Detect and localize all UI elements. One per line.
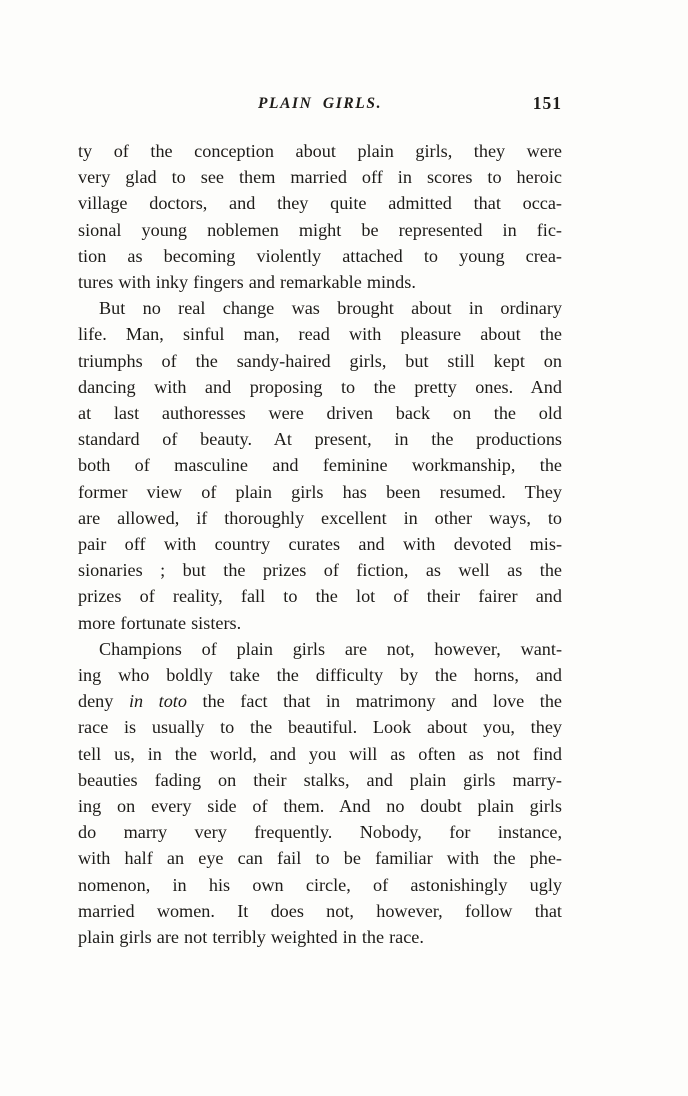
text-run: married women. It does not, however, follow that <box>78 900 562 921</box>
text-run: deny <box>78 691 129 712</box>
text-line <box>78 452 562 478</box>
text-line <box>78 610 562 636</box>
text-run: triumphs of the sandy-haired girls, but still kept on <box>78 350 562 371</box>
paragraph <box>78 295 562 636</box>
text-line <box>78 583 562 609</box>
text-run: with half an eye can fail to be familiar with the phe- <box>78 848 562 869</box>
text-run: dancing with and proposing to the pretty ones. And <box>78 376 562 397</box>
text-run: pair off with country curates and with devoted mis- <box>78 534 562 555</box>
paragraph <box>78 138 562 295</box>
text-line <box>78 845 562 871</box>
text-run: prizes of reality, fall to the lot of their fairer and <box>78 586 562 607</box>
text-run: life. Man, sinful man, read with pleasure about the <box>78 324 562 345</box>
text-run: very glad to see them married off in scores to heroic <box>78 167 562 188</box>
text-line <box>78 164 562 190</box>
text-run: ing on every side of them. And no doubt plain girls <box>78 796 562 817</box>
text-line <box>78 924 562 950</box>
text-run: nomenon, in his own circle, of astonishingly ugly <box>78 874 562 895</box>
text-line <box>78 426 562 452</box>
text-line <box>78 321 562 347</box>
text-run: sionaries ; but the prizes of fiction, as well as the <box>78 560 562 581</box>
text-run: ty of the conception about plain girls, they were <box>78 141 562 161</box>
text-line <box>78 741 562 767</box>
text-run: tion as becoming violently attached to young crea- <box>78 245 562 266</box>
text-line <box>78 636 562 662</box>
text-run: race is usually to the beautiful. Look about you, they <box>78 717 562 738</box>
text-line <box>78 531 562 557</box>
text-line <box>78 295 562 321</box>
text-run: plain girls are not terribly weighted in the race. <box>78 927 424 948</box>
running-header-title: PLAIN GIRLS. <box>257 95 383 112</box>
text-run: are allowed, if thoroughly excellent in other ways, to <box>78 507 562 528</box>
text-run: Champions of plain girls are not, however, want- <box>99 638 562 659</box>
text-line <box>78 819 562 845</box>
text-run: standard of beauty. At present, in the productions <box>78 429 562 450</box>
text-line <box>78 557 562 583</box>
text-line <box>78 479 562 505</box>
text-run: the fact that in matrimony and love the <box>186 691 562 712</box>
text-line <box>78 662 562 688</box>
text-line <box>78 138 562 164</box>
running-header <box>78 95 562 117</box>
page-number: 151 <box>532 93 562 113</box>
text-run: But no real change was brought about in ordinary <box>99 298 562 319</box>
text-line <box>78 688 562 714</box>
text-run: sional young noblemen might be represented in fic- <box>78 219 562 240</box>
text-run: at last authoresses were driven back on the old <box>78 403 562 424</box>
text-line <box>78 767 562 793</box>
text-run: ing who boldly take the difficulty by the horns, and <box>78 665 562 686</box>
text-run: tell us, in the world, and you will as often as not find <box>78 743 562 764</box>
text-run: village doctors, and they quite admitted that occa- <box>78 193 562 214</box>
text-line <box>78 190 562 216</box>
italic-text-run: in toto <box>128 691 187 712</box>
text-run: do marry very frequently. Nobody, for instance, <box>78 822 562 843</box>
text-run: both of masculine and feminine workmanship, the <box>78 455 562 476</box>
text-line <box>78 505 562 531</box>
text-line <box>78 217 562 243</box>
text-line <box>78 243 562 269</box>
text-line <box>78 400 562 426</box>
text-line <box>78 872 562 898</box>
text-block <box>78 138 562 950</box>
text-run: former view of plain girls has been resumed. They <box>78 481 562 502</box>
text-line <box>78 269 562 295</box>
text-run: beauties fading on their stalks, and plain girls marry- <box>78 769 562 790</box>
text-line <box>78 714 562 740</box>
paragraph <box>78 636 562 950</box>
text-line <box>78 793 562 819</box>
text-line <box>78 348 562 374</box>
text-run: more fortunate sisters. <box>78 612 242 633</box>
text-line <box>78 898 562 924</box>
text-line <box>78 374 562 400</box>
text-run: tures with inky fingers and remarkable minds. <box>78 272 416 293</box>
